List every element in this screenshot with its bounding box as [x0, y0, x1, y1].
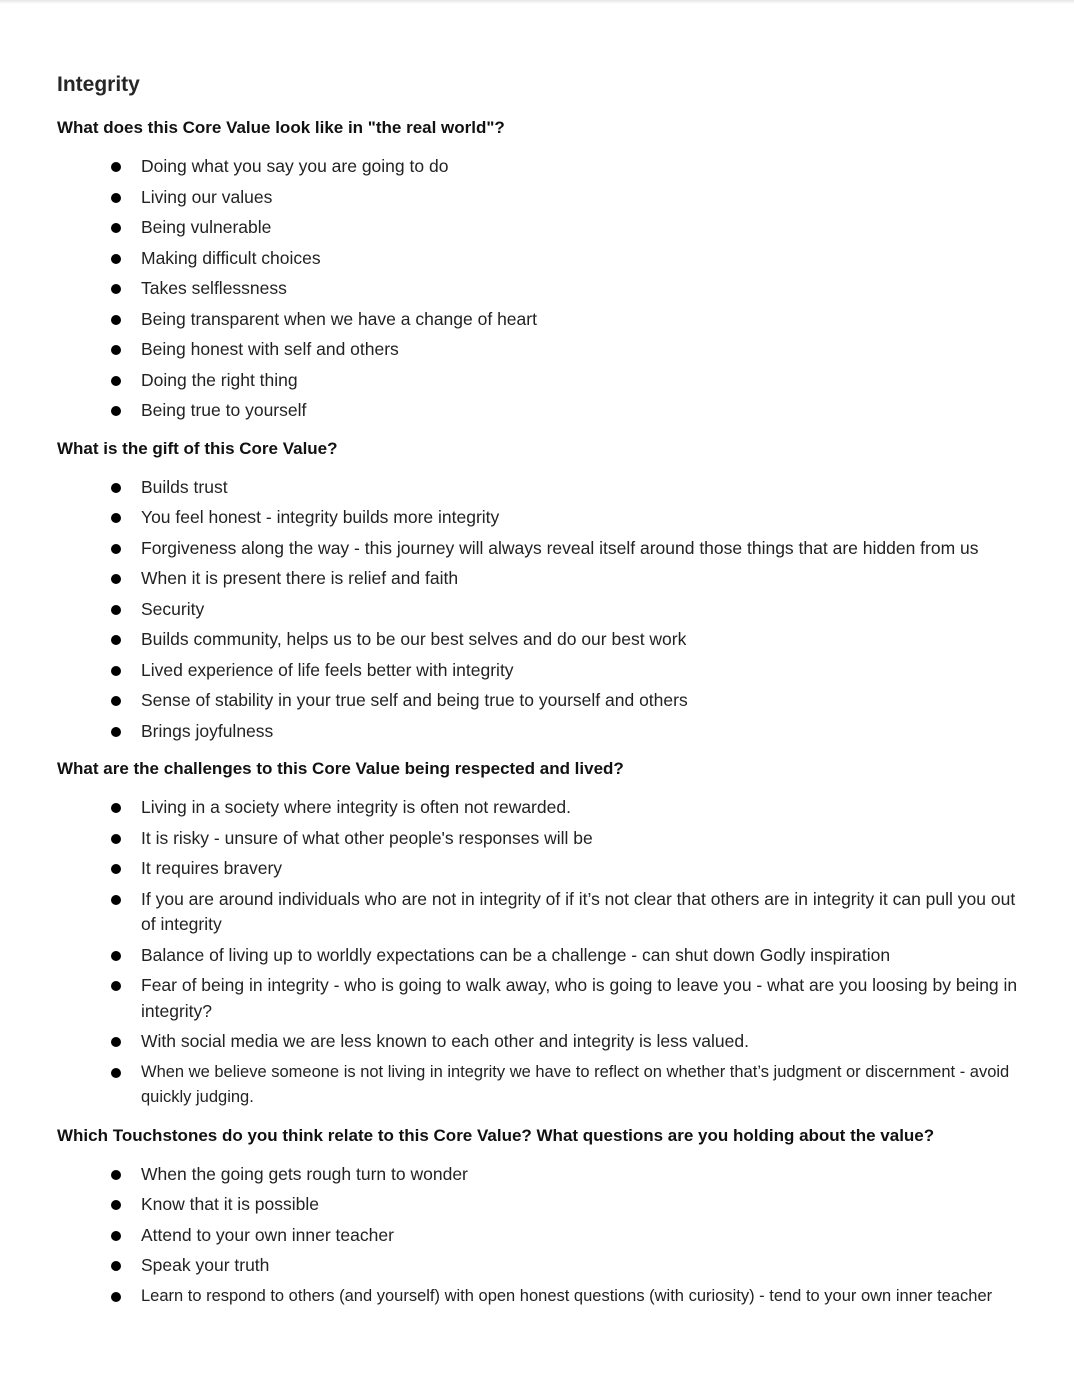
bullet-list-gift	[57, 475, 1027, 745]
list-item	[57, 398, 1027, 424]
list-item	[57, 887, 1027, 938]
bullet-dot-icon	[111, 1068, 121, 1078]
section-heading-gift: What is the gift of this Core Value?	[57, 438, 338, 458]
bullet-dot-icon	[111, 315, 121, 325]
list-item-text: Takes selflessness	[141, 278, 287, 298]
list-item	[57, 826, 1027, 852]
document-title: Integrity	[57, 73, 140, 96]
list-item	[57, 1223, 1027, 1249]
list-item	[57, 943, 1027, 969]
list-item-text: Living our values	[141, 186, 273, 207]
list-item-text: Attend to your own inner teacher	[141, 1224, 394, 1245]
list-item	[57, 276, 1027, 302]
list-item-text: Balance of living up to worldly expectations can be a challenge - can shut down Godly inspiration	[141, 944, 891, 965]
list-item	[57, 973, 1027, 1024]
list-item	[57, 475, 1027, 501]
list-item	[57, 246, 1027, 272]
bullet-dot-icon	[111, 1292, 121, 1302]
bullet-dot-icon	[111, 513, 121, 523]
list-item-text: Security	[141, 598, 205, 619]
bullet-dot-icon	[111, 1037, 121, 1047]
list-item	[57, 185, 1027, 211]
bullet-dot-icon	[111, 1261, 121, 1271]
bullet-dot-icon	[111, 981, 121, 991]
bullet-dot-icon	[111, 574, 121, 584]
list-item	[57, 658, 1027, 684]
bullet-dot-icon	[111, 803, 121, 813]
list-item	[57, 719, 1027, 745]
bullet-dot-icon	[111, 1200, 121, 1210]
list-item-text: Doing what you say you are going to do	[141, 156, 449, 176]
list-item	[57, 1192, 1027, 1218]
bullet-dot-icon	[111, 951, 121, 961]
section-heading-touchstones: Which Touchstones do you think relate to this Core Value? What questions are you holding about the value?	[57, 1125, 935, 1145]
list-item-text: When we believe someone is not living in integrity we have to reflect on whether that’s judgment or discernment - avoid quickly judging.	[141, 1062, 1010, 1106]
list-item	[57, 1284, 1027, 1310]
bullet-dot-icon	[111, 1170, 121, 1180]
list-item-text: You feel honest - integrity builds more integrity	[141, 507, 500, 527]
bullet-dot-icon	[111, 284, 121, 294]
list-item-text: It requires bravery	[141, 858, 283, 878]
list-item-text: Know that it is possible	[141, 1194, 320, 1214]
list-item-text: Lived experience of life feels better with integrity	[141, 659, 514, 680]
bullet-dot-icon	[111, 696, 121, 706]
list-item-text: It is risky - unsure of what other people's responses will be	[141, 827, 593, 848]
list-item	[57, 856, 1027, 882]
list-item-text: When it is present there is relief and faith	[141, 568, 459, 588]
bullet-dot-icon	[111, 483, 121, 493]
bullet-dot-icon	[111, 1231, 121, 1241]
bullet-dot-icon	[111, 666, 121, 676]
bullet-dot-icon	[111, 223, 121, 233]
list-item-text: Sense of stability in your true self and being true to yourself and others	[141, 690, 688, 710]
list-item	[57, 337, 1027, 363]
list-item-text: Forgiveness along the way - this journey will always reveal itself around those things that are hidden from us	[141, 537, 979, 558]
list-item-text: Being honest with self and others	[141, 339, 399, 359]
bullet-dot-icon	[111, 635, 121, 645]
list-item-text: Making difficult choices	[141, 247, 321, 268]
bullet-dot-icon	[111, 834, 121, 844]
bullet-dot-icon	[111, 376, 121, 386]
section-heading-real-world: What does this Core Value look like in "the real world"?	[57, 118, 505, 137]
bullet-dot-icon	[111, 864, 121, 874]
list-item	[57, 307, 1027, 333]
bullet-dot-icon	[111, 727, 121, 737]
list-item	[57, 1029, 1027, 1055]
list-item-text: Doing the right thing	[141, 369, 298, 390]
bullet-list-challenges	[57, 795, 1027, 1111]
list-item-text: When the going gets rough turn to wonder	[141, 1163, 468, 1184]
list-item	[57, 505, 1027, 531]
bullet-dot-icon	[111, 406, 121, 416]
list-item-text: Builds trust	[141, 476, 228, 497]
list-item	[57, 1162, 1027, 1188]
list-item-text: If you are around individuals who are not in integrity of if it’s not clear that others are in integrity it can pull you out of integrity	[141, 888, 1016, 934]
bullet-dot-icon	[111, 345, 121, 355]
bullet-list-real-world	[57, 154, 1027, 424]
list-item	[57, 536, 1027, 562]
list-item	[57, 627, 1027, 653]
list-item-text: Speak your truth	[141, 1255, 270, 1275]
list-item	[57, 795, 1027, 821]
list-item-text: Being transparent when we have a change of heart	[141, 308, 537, 329]
document-page	[57, 70, 1027, 1322]
list-item	[57, 597, 1027, 623]
list-item-text: Fear of being in integrity - who is going to walk away, who is going to leave you - what are you loosing by being in integrity?	[141, 975, 1018, 1021]
list-item-text: Being true to yourself	[141, 400, 307, 420]
list-item	[57, 1253, 1027, 1279]
list-item-text: Living in a society where integrity is often not rewarded.	[141, 797, 571, 817]
bullet-dot-icon	[111, 254, 121, 264]
bullet-dot-icon	[111, 162, 121, 172]
list-item	[57, 566, 1027, 592]
top-edge-shadow	[0, 0, 1074, 4]
bullet-dot-icon	[111, 605, 121, 615]
list-item-text: Brings joyfulness	[141, 720, 274, 741]
bullet-dot-icon	[111, 544, 121, 554]
bullet-dot-icon	[111, 895, 121, 905]
list-item	[57, 215, 1027, 241]
list-item-text: Builds community, helps us to be our best selves and do our best work	[141, 629, 687, 649]
section-heading-challenges: What are the challenges to this Core Value being respected and lived?	[57, 759, 624, 778]
list-item	[57, 368, 1027, 394]
list-item-text: With social media we are less known to each other and integrity is less valued.	[141, 1031, 749, 1051]
list-item	[57, 688, 1027, 714]
list-item	[57, 154, 1027, 180]
list-item	[57, 1060, 1027, 1111]
list-item-text: Being vulnerable	[141, 217, 272, 237]
bullet-dot-icon	[111, 193, 121, 203]
bullet-list-touchstones	[57, 1162, 1027, 1310]
list-item-text: Learn to respond to others (and yourself) with open honest questions (with curiosity) - tend to your own inner teacher	[141, 1286, 993, 1305]
